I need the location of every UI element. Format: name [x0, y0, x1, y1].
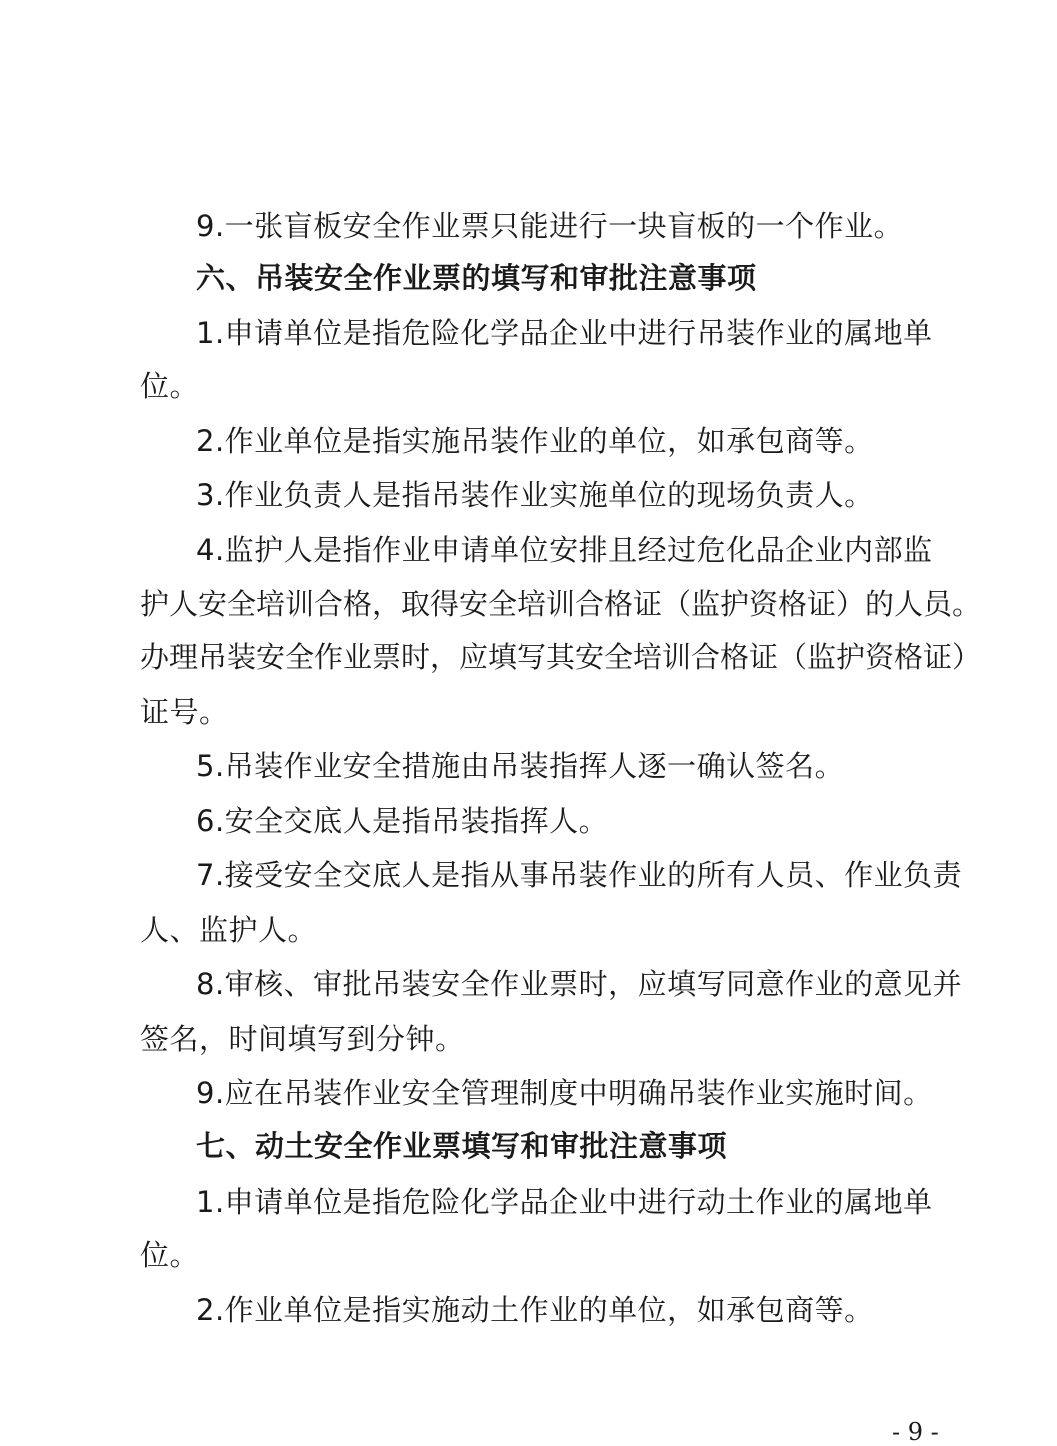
paragraph-line: 9.应在吊装作业安全管理制度中明确吊装作业实施时间。 — [196, 1076, 933, 1110]
paragraph-line: 4.监护人是指作业申请单位安排且经过危化品企业内部监 — [196, 533, 933, 567]
paragraph-line: 5.吊装作业安全措施由吊装指挥人逐一确认签名。 — [196, 749, 845, 783]
paragraph-line: 2.作业单位是指实施吊装作业的单位，如承包商等。 — [196, 424, 874, 458]
paragraph-line: 9.一张盲板安全作业票只能进行一块盲板的一个作业。 — [196, 209, 904, 243]
paragraph-line: 2.作业单位是指实施动土作业的单位，如承包商等。 — [196, 1293, 874, 1327]
paragraph-line: 7.接受安全交底人是指从事吊装作业的所有人员、作业负责 — [196, 858, 963, 892]
paragraph-line: 6.安全交底人是指吊装指挥人。 — [196, 804, 609, 838]
paragraph-line: 人、监护人。 — [140, 913, 318, 947]
paragraph-line: 位。 — [140, 1238, 200, 1272]
section-heading: 七、动土安全作业票填写和审批注意事项 — [196, 1129, 728, 1163]
section-heading: 六、吊装安全作业票的填写和审批注意事项 — [196, 261, 757, 295]
paragraph-line: 位。 — [140, 369, 200, 403]
paragraph-line: 1.申请单位是指危险化学品企业中进行吊装作业的属地单 — [196, 316, 933, 350]
paragraph-line: 护人安全培训合格，取得安全培训合格证（监护资格证）的人员。 — [140, 587, 982, 621]
paragraph-line: 3.作业负责人是指吊装作业实施单位的现场负责人。 — [196, 478, 874, 512]
paragraph-line: 签名，时间填写到分钟。 — [140, 1022, 465, 1056]
paragraph-line: 办理吊装安全作业票时，应填写其安全培训合格证（监护资格证） — [140, 640, 982, 674]
paragraph-line: 8.审核、审批吊装安全作业票时，应填写同意作业的意见并 — [196, 967, 963, 1001]
paragraph-line: 1.申请单位是指危险化学品企业中进行动土作业的属地单 — [196, 1185, 933, 1219]
page-number: - 9 - — [892, 1418, 939, 1446]
paragraph-line: 证号。 — [140, 695, 229, 729]
